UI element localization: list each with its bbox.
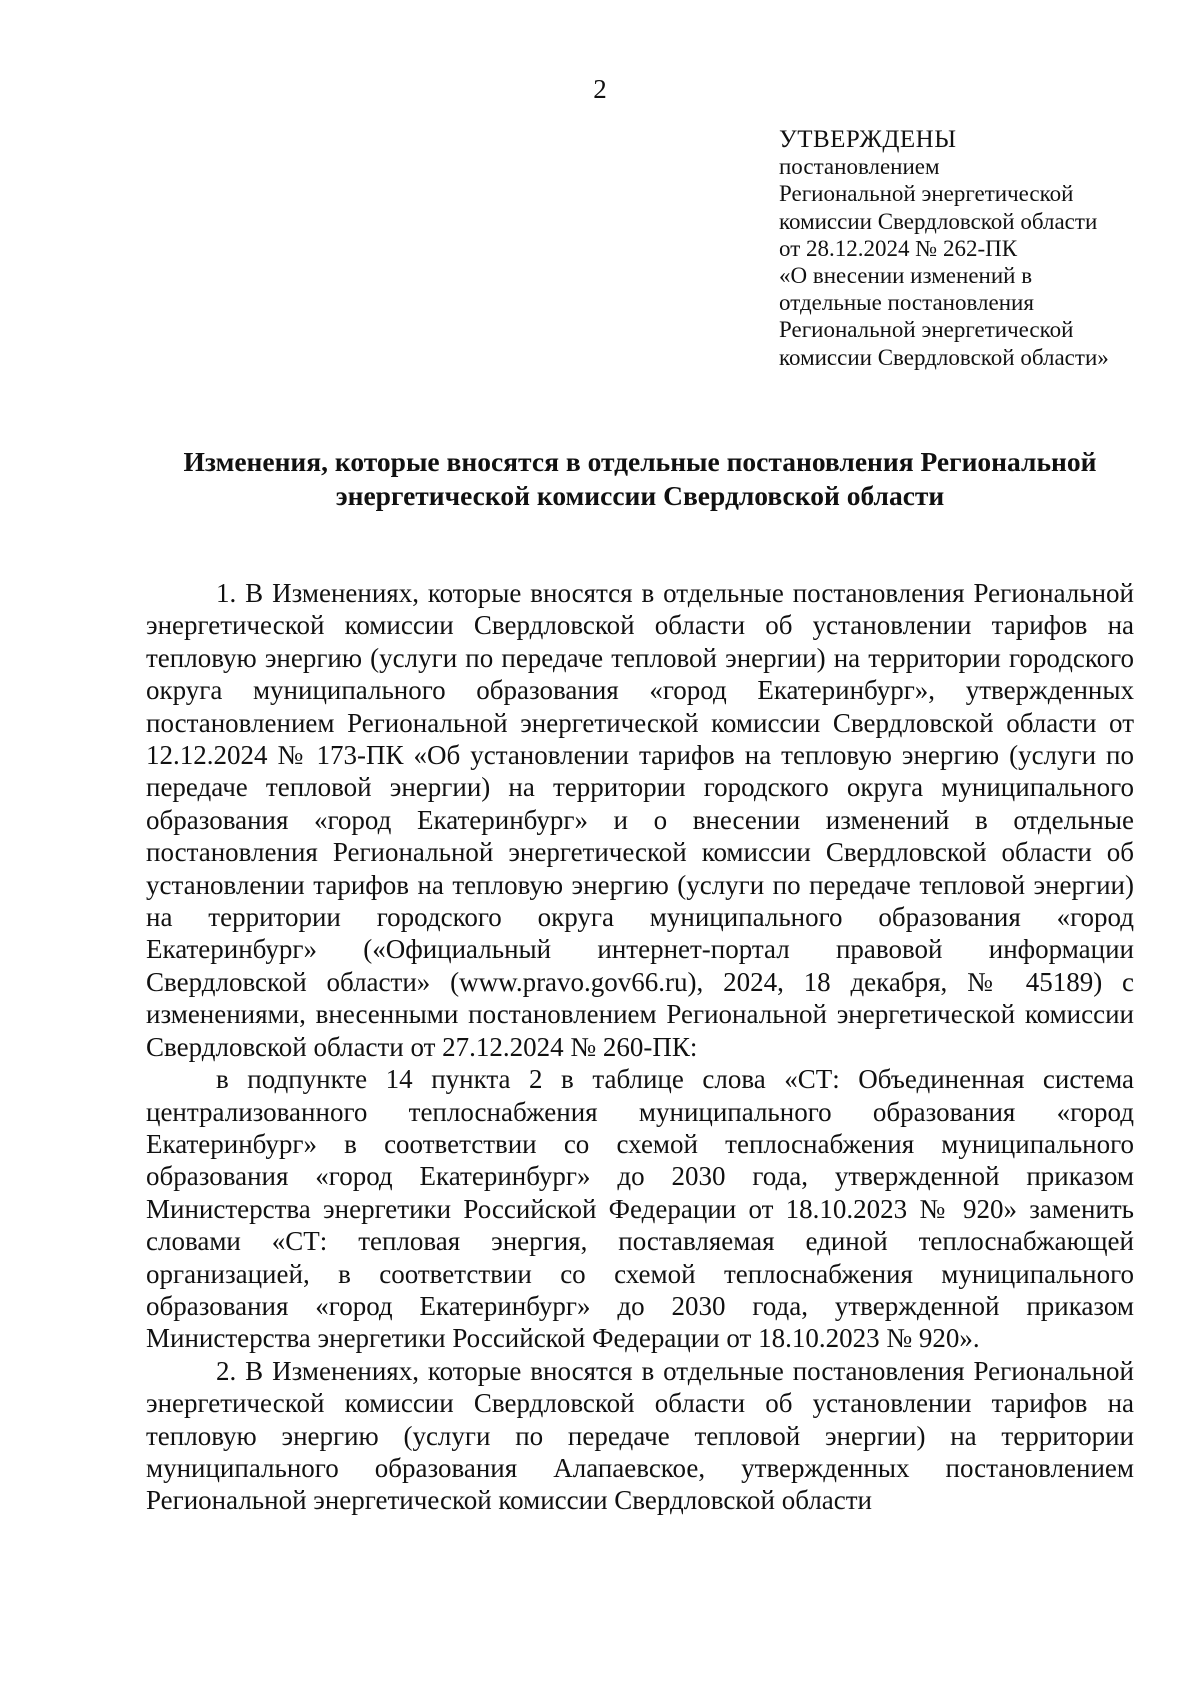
approval-line: от 28.12.2024 № 262-ПК bbox=[779, 235, 1018, 261]
heading-line: Изменения, которые вносятся в отдельные постановления Региональной bbox=[183, 446, 1097, 477]
approval-line: отдельные постановления bbox=[779, 290, 1034, 316]
paragraph-item-1: 1. В Изменениях, которые вносятся в отдельные постановления Региональной энергетической комиссии Свердловской области об установлении тарифов на тепловую энергию (услуги по передаче тепловой энергии) на территории городского округа муниципального образования «город Екатеринбург», утвержденных постановлением Региональной энергетической комиссии Свердловской области от 12.12.2024 № 173-ПК «Об установлении тарифов на тепловую энергию (услуги по передаче тепловой энергии) на территории городского округа муниципального образования «город Екатеринбург» и о внесении изменений в отдельные постановления Региональной энергетической комиссии Свердловской области об установлении тарифов на тепловую энергию (услуги по передаче тепловой энергии) на территории городского округа муниципального образования «город Екатеринбург» («Официальный интернет-портал правовой информации Свердловской области» (www.pravo.gov66.ru), 2024, 18 декабря, № 45189) с изменениями, внесенными постановлением Региональной энергетической комиссии Свердловской области от 27.12.2024 № 260-ПК: bbox=[146, 578, 1134, 1062]
heading-line: энергетической комиссии Свердловской области bbox=[335, 480, 945, 511]
approval-line: Региональной энергетической bbox=[779, 181, 1074, 207]
approval-line: «О внесении изменений в bbox=[779, 263, 1033, 289]
paragraph-item-2: 2. В Изменениях, которые вносятся в отдельные постановления Региональной энергетической комиссии Свердловской области об установлении тарифов на тепловую энергию (услуги по передаче тепловой энергии) на территории муниципального образования Алапаевское, утвержденных постановлением Региональной энергетической комиссии Свердловской области bbox=[146, 1355, 1134, 1516]
page-number: 2 bbox=[593, 74, 607, 104]
paragraph-subitem: в подпункте 14 пункта 2 в таблице слова «СТ: Объединенная система централизованного теплоснабжения муниципального образования «город Екатеринбург» в соответствии со схемой теплоснабжения муниципального образования «город Екатеринбург» до 2030 года, утвержденной приказом Министерства энергетики Российской Федерации от 18.10.2023 № 920» заменить словами «СТ: тепловая энергия, поставляемая единой теплоснабжающей организацией, в соответствии со схемой теплоснабжения муниципального образования «город Екатеринбург» до 2030 года, утвержденной приказом Министерства энергетики Российской Федерации от 18.10.2023 № 920». bbox=[146, 1064, 1134, 1354]
approval-line: Региональной энергетической bbox=[779, 317, 1074, 343]
document-body bbox=[146, 577, 1134, 1517]
approval-title: УТВЕРЖДЕНЫ bbox=[779, 126, 957, 153]
approval-stamp-block bbox=[779, 126, 1179, 371]
approval-line: комиссии Свердловской области bbox=[779, 208, 1098, 234]
document-heading bbox=[146, 445, 1134, 513]
approval-line: комиссии Свердловской области» bbox=[779, 344, 1109, 370]
approval-line: постановлением bbox=[779, 154, 940, 180]
